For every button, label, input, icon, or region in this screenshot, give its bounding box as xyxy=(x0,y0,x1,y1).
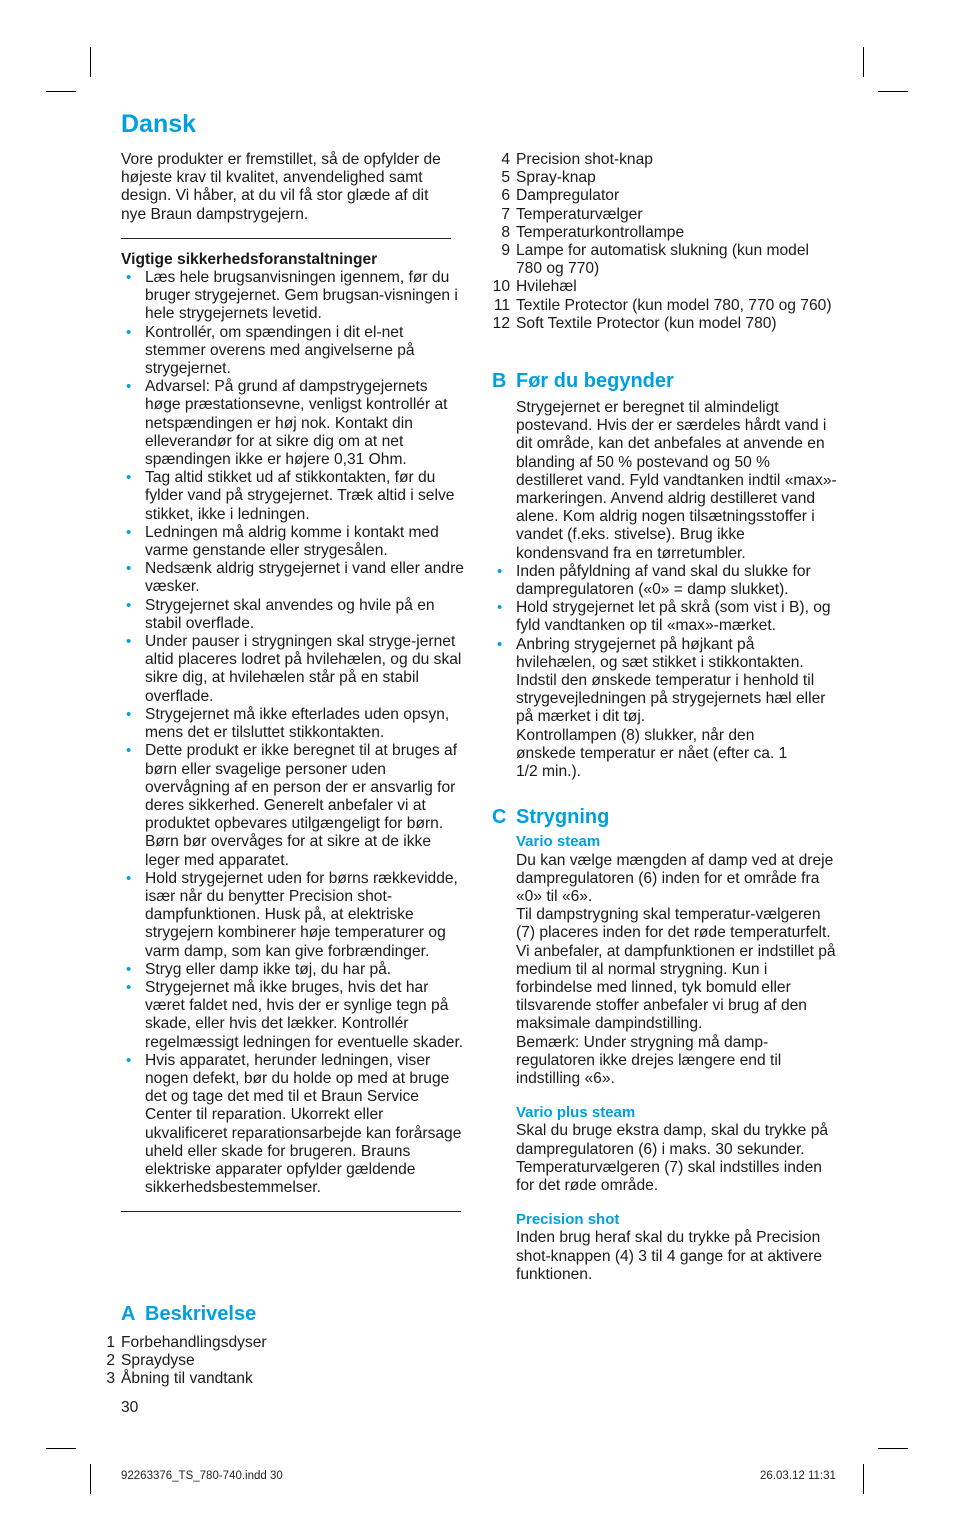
list-item: 12 Soft Textile Protector (kun model 780) xyxy=(492,314,777,332)
paragraph: Skal du bruge ekstra damp, skal du trykke på dampregulatoren (6) i maks. 30 sekunder. xyxy=(516,1122,829,1158)
list-item: • Læs hele brugsanvisningen igennem, før du bruger strygejernet. Gem brugsan-visningen i hele strygejernets levetid. xyxy=(121,269,466,324)
safety-heading: Vigtige sikkerhedsforanstaltninger xyxy=(121,250,378,268)
description-list xyxy=(97,1334,466,1389)
crop-mark xyxy=(90,47,91,77)
subsection-title: Vario plus steam xyxy=(516,1104,636,1122)
footer-date-slug: 26.03.12 11:31 xyxy=(760,1470,836,1482)
crop-mark xyxy=(878,91,908,92)
list-item: 9 Lampe for automatisk slukning (kun model 780 og 770) xyxy=(501,242,809,278)
crop-mark xyxy=(878,1448,908,1449)
list-item: • Dette produkt er ikke beregnet til at bruges af børn eller svagelige personer uden overvågning af en person der er ansvarlig for deres sikkerhed. Generelt anbefaler vi at produktet opbevares utilgængeligt for børn. Børn bør overvåges for at sikre at de ikke leger med apparatet. xyxy=(121,742,466,869)
section-title: Beskrivelse xyxy=(145,1303,257,1325)
footer-file-slug: 92263376_TS_780-740.indd 30 xyxy=(121,1470,283,1482)
subsection-title: Precision shot xyxy=(516,1211,620,1229)
page-title: Dansk xyxy=(121,110,197,138)
paragraph: Temperaturvælgeren (7) skal indstilles inden for det røde område. xyxy=(516,1158,822,1194)
section-a-heading xyxy=(121,1302,466,1326)
paragraph: Vi anbefaler, at dampfunktionen er indstillet på medium til al normal strygning. Kun i forbindelse med linned, tyk bomuld eller tilsvarende stoffer anbefaler vi brug af den maksimale dampindstilling. xyxy=(516,942,836,1033)
list-item: • Tag altid stikket ud af stikkontakten, før du fylder vand på strygejernet. Træk altid i selve stikket, ikke i ledningen. xyxy=(121,469,466,524)
list-item: 10 Hvilehæl xyxy=(492,278,577,296)
crop-mark xyxy=(90,1464,91,1494)
list-item: • Strygejernet skal anvendes og hvile på en stabil overflade. xyxy=(121,597,466,633)
list-item: • Advarsel: På grund af dampstrygejernets høge præstationsevne, venligst kontrollér at netspændingen er høj nok. Kontakt din elleverandør for at sikre dig om at net spændingen ikke er højere 0,31 Ohm. xyxy=(121,378,466,469)
section-b-body xyxy=(492,399,837,781)
list-item: • Strygejernet må ikke bruges, hvis det har været faldet ned, hvis der er synlige tegn på skade, eller hvis det lækker. Kontrollér regelmæssigt ledningen for eventuelle skader. xyxy=(121,979,466,1052)
list-item: 3 Åbning til vandtank xyxy=(106,1370,253,1388)
list-item: • Hold strygejernet uden for børns rækkevidde, især når du benytter Precision shot-dampfunktionen. Husk på, at elektriske strygejern kombinerer høje temperaturer og varm damp, som kan give forbrændinger. xyxy=(121,870,466,961)
list-item: • Strygejernet må ikke efterlades uden opsyn, mens det er tilsluttet stikkontakten. xyxy=(121,706,466,742)
list-item: • Inden påfyldning af vand skal du slukke for dampregulatoren («0» = damp slukket). xyxy=(492,563,837,599)
list-item: 4 Precision shot-knap xyxy=(501,151,653,168)
section-title: Strygning xyxy=(516,806,610,829)
description-list-continued xyxy=(492,151,837,333)
paragraph: Bemærk: Under strygning må damp-regulatoren ikke drejes længere end til indstilling «6». xyxy=(516,1033,782,1087)
safety-list xyxy=(121,269,466,1197)
paragraph: Til dampstrygning skal temperatur-vælgeren (7) placeres inden for det røde temperaturfelt. xyxy=(516,906,831,942)
paragraph: Inden brug heraf skal du trykke på Precision shot-knappen (4) 3 til 4 gange for at aktivere funktionen. xyxy=(516,1229,822,1283)
subsection-title: Vario steam xyxy=(516,833,601,851)
section-letter: A xyxy=(121,1303,136,1325)
section-b-paragraph: Strygejernet er beregnet til almindeligt postevand. Hvis der er særdeles hårdt vand i dit område, kan det anbefales at anvende en blanding af 50 % postevand og 50 % destilleret vand. Fyld vandtanken indtil «max»-markeringen. Anvend aldrig destilleret vand alene. Kom aldrig nogen tilsætningsstoffer i vandet (f.eks. stivelse). Brug ikke kondensvand fra en tørretumbler. xyxy=(516,399,837,562)
section-letter: C xyxy=(492,806,507,829)
section-title: Før du begynder xyxy=(516,370,674,393)
list-item: • Ledningen må aldrig komme i kontakt med varme genstande eller strygesålen. xyxy=(121,524,466,560)
section-b-note: Kontrollampen (8) slukker, når den ønskede temperatur er nået (efter ca. 1 1/2 min.). xyxy=(516,726,788,781)
left-column xyxy=(121,151,466,1212)
section-b-heading xyxy=(492,369,837,393)
list-item: • Under pauser i strygningen skal stryge-jernet altid placeres lodret på hvilehælen, og du skal sikre dig, at hvilehælen står på en stabil overflade. xyxy=(121,633,466,706)
list-item: • Kontrollér, om spændingen i dit el-net stemmer overens med angivelserne på strygejernet. xyxy=(121,324,466,379)
list-item: 11 Textile Protector (kun model 780, 770 og 760) xyxy=(493,296,832,314)
intro-paragraph: Vore produkter er fremstillet, så de opfylder de højeste krav til kvalitet, anvendelighed samt design. Vi håber, at du vil få stor glæde af dit nye Braun dampstrygejern. xyxy=(121,151,441,223)
list-item: 6 Dampregulator xyxy=(501,187,620,205)
divider xyxy=(121,238,451,239)
list-item: • Nedsænk aldrig strygejernet i vand eller andre væsker. xyxy=(121,560,466,596)
list-item: 2 Spraydyse xyxy=(106,1352,195,1370)
crop-mark xyxy=(46,91,76,92)
section-letter: B xyxy=(492,370,507,393)
list-item: • Anbring strygejernet på højkant på hvilehælen, og sæt stikket i stikkontakten. Indstil den ønskede temperatur i henhold til strygevejledningen på strygejernets hæl eller på mærket i dit tøj. xyxy=(492,636,837,727)
crop-mark xyxy=(46,1448,76,1449)
list-item: • Hold strygejernet let på skrå (som vist i B), og fyld vandtanken op til «max»-mærket. xyxy=(492,599,837,635)
list-item: 7 Temperaturvælger xyxy=(501,205,643,223)
divider xyxy=(121,1211,461,1212)
right-column xyxy=(492,151,837,1284)
section-c-body xyxy=(492,833,837,1284)
list-item: 8 Temperaturkontrollampe xyxy=(501,223,685,241)
list-item: • Hvis apparatet, herunder ledningen, viser nogen defekt, bør du holde op med at bruge det og tage det med til et Braun Service Center til reparation. Ukorrekt eller ukvalificeret reparationsarbejde kan forårsage uheld eller skade for brugeren. Brauns elektriske apparater opfylder gældende sikkerhedsbestemmelser. xyxy=(121,1052,466,1198)
list-item: • Stryg eller damp ikke tøj, du har på. xyxy=(121,961,466,979)
page-number: 30 xyxy=(121,1399,139,1416)
list-item: 1 Forbehandlingsdyser xyxy=(106,1334,267,1351)
paragraph: Du kan vælge mængden af damp ved at dreje dampregulatoren (6) inden for et område fra «0» til «6». xyxy=(516,851,834,905)
section-c-heading xyxy=(492,805,837,829)
list-item: 5 Spray-knap xyxy=(501,169,596,187)
crop-mark xyxy=(863,1464,864,1494)
crop-mark xyxy=(863,47,864,77)
section-a xyxy=(106,1302,466,1389)
section-b-list xyxy=(492,563,837,727)
